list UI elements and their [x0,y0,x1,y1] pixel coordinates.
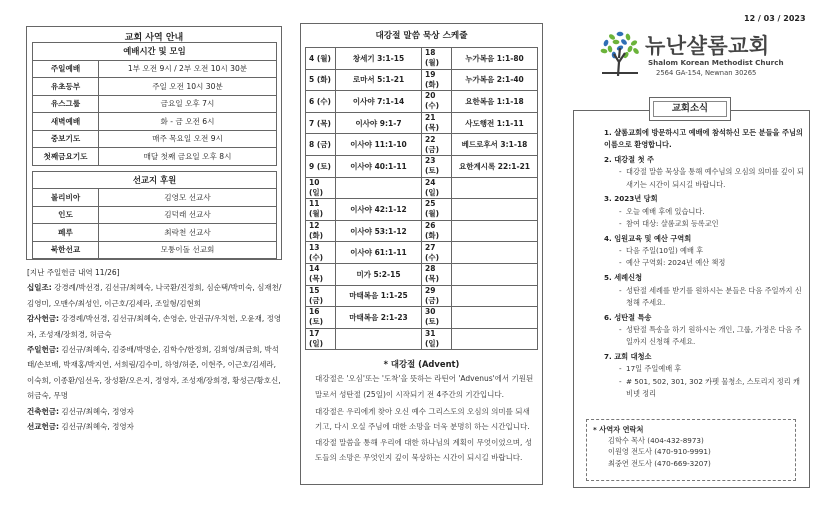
advent-paragraph-2: 대강절은 우리에게 찾아 오신 예수 그리스도의 오심의 의미를 되새기고, 다시 오실 주님에 대한 소망을 더욱 분명히 하는 시간입니다. 대강절 말씀을 통해 우리에 대한 하나님의 계획이 무엇이었으며, 성도들의 소망은 무엇인지 깊이 묵상하는 시간이 되시길 바랍니다. [315,406,533,463]
table-row [306,220,538,242]
list-item [606,351,806,400]
news-item-detail: - 대강절 말씀 묵상을 통해 예수님의 오심의 의미를 깊이 되새기는 시간이 되시길 바랍니다. [606,166,806,191]
schedule-verse-cell: 이사야 40:1-11 [336,155,422,177]
leaf-mark [600,48,607,54]
schedule-date-cell: 13 (수) [306,242,336,264]
schedule-verse-cell [452,199,538,221]
list-item: 건축헌금: 김선규/최혜숙, 정영자 [27,406,134,416]
schedule-verse-cell: 누가복음 2:1-40 [452,69,538,91]
table-row [306,155,538,177]
service-table [32,42,277,166]
schedule-date-cell: 4 (월) [306,48,336,70]
news-item-heading: 1. 샬롬교회에 방문하시고 예배에 참석하신 모든 분들을 주님의 이름으로 환영합니다. [604,128,803,150]
schedule-verse-cell: 누가복음 1:1-80 [452,48,538,70]
schedule-date-cell: 23 (토) [422,155,452,177]
contact-item: 최중연 전도사 (470-669-3207) [608,458,711,468]
table-row: 인도 김덕래 선교사 [33,206,277,224]
schedule-verse-cell: 이사야 53:1-12 [336,220,422,242]
schedule-date-cell: 28 (목) [422,263,452,285]
news-item-heading: 6. 성탄절 특송 [604,312,652,322]
news-item-heading: 5. 세례신청 [604,273,643,283]
news-item-detail: - 예산 구역회: 2024년 예산 책정 [606,257,806,269]
list-item: 주일헌금: 김선규/최혜숙, 김중배/박명순, 김학수/한정희, 김희영/최금희, 박석태/손보배, 박재홍/박지연, 서희림/김수미, 하영/허준, 이현주, 이근호/김세라, 이숙희, 이종환/임선옥, 장성환/오은지, 정영자, 조성재/장희경, 황성근/황호신, 허금숙, 무명 [27,345,281,401]
schedule-verse-cell [336,328,422,350]
schedule-verse-cell: 마태복음 1:1-25 [336,285,422,307]
leaf-mark [612,40,619,45]
schedule-date-cell: 19 (화) [422,69,452,91]
advent-schedule-box [300,23,543,485]
leaf-mark [627,45,634,53]
table-row: 유초등부 주일 오전 10시 30분 [33,78,277,96]
schedule-date-cell: 31 (일) [422,328,452,350]
schedule-table [305,47,538,350]
table-row: 새벽예배 화 - 금 오전 6시 [33,113,277,131]
advent-paragraph-1: 대강절은 '오심'또는 '도착'을 뜻하는 라틴어 'Advenus'에서 기원된 말로서 성탄절 (25일)이 시작되기 전 4주간의 기간입니다. [315,374,534,399]
mission-header: 선교지 후원 [33,171,277,189]
news-item-heading: 2. 대강절 첫 주 [604,155,654,165]
news-item-detail: - 성탄절 특송을 하기 원하시는 개인, 그룹, 가정은 다음 주일까지 신청해 주세요. [606,324,806,349]
schedule-verse-cell [452,328,538,350]
schedule-verse-cell: 이사야 9:1-7 [336,112,422,134]
schedule-date-cell: 15 (금) [306,285,336,307]
ministry-info-box [26,26,282,260]
leaf-mark [617,32,624,36]
list-item [606,233,806,270]
schedule-date-cell: 12 (화) [306,220,336,242]
schedule-verse-cell: 로마서 5:1-21 [336,69,422,91]
table-row [306,285,538,307]
advent-title: * 대강절 (Advent) [383,359,460,370]
leaf-mark [632,47,640,55]
schedule-date-cell: 16 (토) [306,307,336,329]
leaf-mark [603,39,610,47]
list-item: 선교헌금: 김선규/최혜숙, 정영자 [27,422,134,432]
ministry-title: 교회 사역 안내 [124,33,184,43]
list-item [606,193,806,230]
schedule-date-cell: 6 (수) [306,91,336,113]
schedule-verse-cell [452,220,538,242]
table-row [306,91,538,113]
schedule-verse-cell: 이사야 42:1-12 [336,199,422,221]
contact-title: * 사역자 연락처 [593,425,644,434]
schedule-verse-cell [452,285,538,307]
contact-box [586,419,796,481]
news-item-detail: - 성탄절 세례를 받기를 원하시는 분들은 다음 주일까지 신청해 주세요. [606,285,806,310]
tree-logo-icon [598,28,642,76]
contact-item: 김학수 목사 (404-432-8973) [608,436,704,446]
schedule-verse-cell: 요한복음 1:1-18 [452,91,538,113]
list-item: 십일조: 강경례/박선경, 김선규/최혜숙, 나국환/진정희, 심순택/박미숙, 심재천/김영미, 오맨수/최성인, 이근호/김세라, 조일형/김현희 [27,283,282,308]
list-item: 감사헌금: 강경례/박선경, 김선규/최혜숙, 손영순, 안권규/우치헌, 오윤재, 정영자, 조성재/장희경, 허금숙 [27,314,282,339]
schedule-date-cell: 7 (목) [306,112,336,134]
schedule-verse-cell [452,307,538,329]
schedule-date-cell: 5 (화) [306,69,336,91]
schedule-date-cell: 29 (금) [422,285,452,307]
schedule-date-cell: 21 (목) [422,112,452,134]
schedule-date-cell: 17 (일) [306,328,336,350]
list-item [606,127,806,152]
table-row [306,177,538,199]
table-row: 중보기도 매주 목요일 오전 9시 [33,130,277,148]
service-header: 예배시간 및 모임 [33,43,277,61]
table-row [306,199,538,221]
table-row [306,307,538,329]
leaf-mark [630,39,638,46]
church-news-title: 교회소식 [649,97,731,121]
table-row [306,69,538,91]
schedule-date-cell: 14 (목) [306,263,336,285]
schedule-date-cell: 25 (월) [422,199,452,221]
news-item-detail: - 오늘 예배 후에 있습니다. [606,206,806,218]
schedule-date-cell: 18 (월) [422,48,452,70]
news-item-detail: - # 501, 502, 301, 302 카펫 물청소, 스토리지 정리 캐비넷 정리 [606,376,806,401]
schedule-verse-cell: 이사야 11:1-10 [336,134,422,156]
offering-list [27,265,285,434]
mission-table [32,171,277,260]
schedule-date-cell: 20 (수) [422,91,452,113]
schedule-date-cell: 24 (일) [422,177,452,199]
table-row [306,112,538,134]
list-item [606,312,806,349]
schedule-date-cell: 10 (일) [306,177,336,199]
news-item-heading: 3. 2023년 당회 [604,194,658,204]
table-row [306,134,538,156]
news-item-heading: 7. 교회 대청소 [604,352,652,362]
news-item-heading: 4. 임원교육 및 예산 구역회 [604,233,692,243]
schedule-date-cell: 26 (화) [422,220,452,242]
table-row [306,263,538,285]
table-row [306,48,538,70]
schedule-verse-cell: 창세기 3:1-15 [336,48,422,70]
schedule-date-cell: 8 (금) [306,134,336,156]
schedule-verse-cell: 사도행전 1:1-11 [452,112,538,134]
news-item-detail: - 17일 주일예배 후 [606,363,806,375]
table-row: 페루 최락천 선교사 [33,224,277,242]
table-row [306,328,538,350]
table-row: 첫째금요기도 매달 첫째 금요일 오후 8시 [33,148,277,166]
table-row: 북한선교 모퉁이돌 선교회 [33,241,277,259]
list-item [606,154,806,191]
schedule-verse-cell: 요한계시록 22:1-21 [452,155,538,177]
schedule-title: 대강절 말씀 묵상 스케줄 [375,31,468,41]
leaf-mark [608,33,616,41]
schedule-verse-cell [452,263,538,285]
news-item-detail: - 참여 대상: 샬롬교회 등록교인 [606,218,806,230]
schedule-date-cell: 9 (토) [306,155,336,177]
news-item-detail: - 다음 주일(10일) 예배 후 [606,245,806,257]
schedule-verse-cell [336,177,422,199]
church-english-name: Shalom Korean Methodist Church [648,58,784,67]
offering-title: [지난 주일헌금 내역 11/26] [27,268,120,277]
schedule-verse-cell: 이사야 7:1-14 [336,91,422,113]
table-row: 주일예배 1부 오전 9시 / 2부 오전 10시 30분 [33,60,277,78]
schedule-date-cell: 30 (토) [422,307,452,329]
table-row: 볼리비아 김영모 선교사 [33,189,277,207]
leaf-mark [607,45,613,53]
bulletin-date: 12 / 03 / 2023 [744,14,806,23]
schedule-verse-cell: 미가 5:2-15 [336,263,422,285]
schedule-verse-cell [452,177,538,199]
list-item [606,272,806,309]
schedule-date-cell: 22 (금) [422,134,452,156]
schedule-date-cell: 11 (월) [306,199,336,221]
leaf-mark [625,33,631,41]
contact-item: 이원영 전도사 (470-910-9991) [608,447,711,457]
schedule-verse-cell [452,242,538,264]
table-row: 유스그룹 금요일 오후 7시 [33,95,277,113]
news-list [606,127,806,403]
schedule-verse-cell: 베드로후서 3:1-18 [452,134,538,156]
church-name: 뉴난샬롬교회 [645,34,770,58]
church-address: 2564 GA-154, Newnan 30265 [656,69,757,77]
schedule-date-cell: 27 (수) [422,242,452,264]
table-row [306,242,538,264]
tree-trunk-icon [614,48,625,76]
schedule-verse-cell: 마태복음 2:1-23 [336,307,422,329]
schedule-verse-cell: 이사야 61:1-11 [336,242,422,264]
